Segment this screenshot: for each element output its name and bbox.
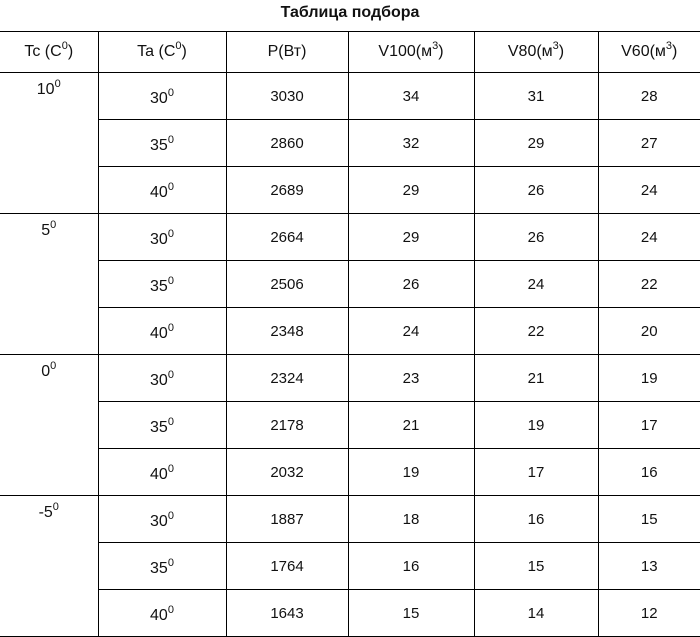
tc-cell: $10^0$ (0, 73, 98, 214)
p-cell: 2178 (226, 402, 348, 449)
v60-cell: 15 (598, 496, 700, 543)
p-cell: 2032 (226, 449, 348, 496)
v100-cell: 15 (348, 590, 474, 637)
table-row (0, 496, 700, 543)
tc-cell: $5^0$ (0, 214, 98, 355)
header-v80: $V80(м^3)$ (474, 32, 598, 73)
v100-cell: 23 (348, 355, 474, 402)
table-row (0, 167, 700, 214)
v80-cell: 14 (474, 590, 598, 637)
v80-cell: 17 (474, 449, 598, 496)
header-tc: Tc $(C^0)$ (0, 32, 98, 73)
p-cell: 2506 (226, 261, 348, 308)
ta-cell: $35^0$ (98, 402, 226, 449)
v60-cell: 22 (598, 261, 700, 308)
table-row (0, 308, 700, 355)
header-p: P(Вт) (226, 32, 348, 73)
p-cell: 1887 (226, 496, 348, 543)
v80-cell: 19 (474, 402, 598, 449)
v60-cell: 24 (598, 214, 700, 261)
v100-cell: 16 (348, 543, 474, 590)
table-row (0, 402, 700, 449)
p-cell: 1764 (226, 543, 348, 590)
v80-cell: 16 (474, 496, 598, 543)
v80-cell: 29 (474, 120, 598, 167)
ta-cell: $30^0$ (98, 355, 226, 402)
tc-cell: $-5^0$ (0, 496, 98, 637)
table-row (0, 590, 700, 637)
v100-cell: 29 (348, 214, 474, 261)
v60-cell: 13 (598, 543, 700, 590)
ta-cell: $40^0$ (98, 449, 226, 496)
ta-cell: $40^0$ (98, 590, 226, 637)
v100-cell: 26 (348, 261, 474, 308)
tc-cell: $0^0$ (0, 355, 98, 496)
v80-cell: 21 (474, 355, 598, 402)
v80-cell: 26 (474, 167, 598, 214)
v60-cell: 17 (598, 402, 700, 449)
v60-cell: 27 (598, 120, 700, 167)
ta-cell: $35^0$ (98, 120, 226, 167)
v80-cell: 26 (474, 214, 598, 261)
p-cell: 2860 (226, 120, 348, 167)
v60-cell: 28 (598, 73, 700, 120)
table-row (0, 120, 700, 167)
header-row (0, 32, 700, 73)
header-ta: Ta $(C^0)$ (98, 32, 226, 73)
p-cell: 2689 (226, 167, 348, 214)
header-v100: $V100(м^3)$ (348, 32, 474, 73)
ta-cell: $40^0$ (98, 308, 226, 355)
ta-cell: $30^0$ (98, 73, 226, 120)
header-v60: $V60(м^3)$ (598, 32, 700, 73)
v60-cell: 20 (598, 308, 700, 355)
v100-cell: 21 (348, 402, 474, 449)
v60-cell: 16 (598, 449, 700, 496)
v80-cell: 22 (474, 308, 598, 355)
v60-cell: 24 (598, 167, 700, 214)
v80-cell: 24 (474, 261, 598, 308)
v80-cell: 31 (474, 73, 598, 120)
p-cell: 2348 (226, 308, 348, 355)
ta-cell: $30^0$ (98, 214, 226, 261)
v100-cell: 18 (348, 496, 474, 543)
table-row (0, 449, 700, 496)
table-body (0, 73, 700, 637)
ta-cell: $35^0$ (98, 261, 226, 308)
v80-cell: 15 (474, 543, 598, 590)
selection-table (0, 31, 700, 637)
table-row (0, 214, 700, 261)
ta-cell: $40^0$ (98, 167, 226, 214)
table-row (0, 543, 700, 590)
table-header (0, 32, 700, 73)
table-title: Таблица подбора (280, 4, 420, 21)
p-cell: 2664 (226, 214, 348, 261)
v100-cell: 34 (348, 73, 474, 120)
table-row (0, 73, 700, 120)
v60-cell: 19 (598, 355, 700, 402)
v60-cell: 12 (598, 590, 700, 637)
v100-cell: 24 (348, 308, 474, 355)
ta-cell: $35^0$ (98, 543, 226, 590)
p-cell: 3030 (226, 73, 348, 120)
table-row (0, 261, 700, 308)
p-cell: 2324 (226, 355, 348, 402)
table-row (0, 355, 700, 402)
v100-cell: 32 (348, 120, 474, 167)
v100-cell: 29 (348, 167, 474, 214)
ta-cell: $30^0$ (98, 496, 226, 543)
v100-cell: 19 (348, 449, 474, 496)
p-cell: 1643 (226, 590, 348, 637)
